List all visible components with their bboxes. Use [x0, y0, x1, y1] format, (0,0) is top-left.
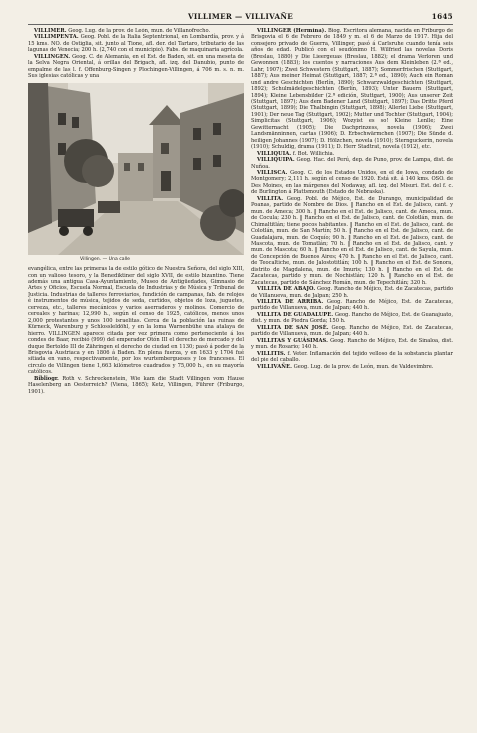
entry-villita-de-abajo: VILLITA DE ABAJO. Geog. Rancho de Méjico, Est. de Zacatecas, partido de Villanueva, mun. de Jalpan; 250 h. [251, 286, 453, 299]
street-photo-illustration [28, 83, 244, 255]
left-column [28, 28, 244, 717]
figure-caption: Villingen. — Una calle [80, 256, 130, 262]
running-header [28, 12, 453, 24]
entry-villita: VILLITA. Geog. Pobl. de Méjico, Est. de Durango, municipalidad de Poanas, partido de Nombre de Dios. ‖ Rancho en el Est. de Jalisco, cant. y mun. de Ameca; 300 h. ‖ Rancho en el Est. de Jalisco, cant. de Ameca, mun. de Cocula; 230 h. ‖ Rancho en el Est. de Jalisco, cant. de Colotlán, mun. de Chimaltitlán; tiene pocos habitantes. ‖ Rancho en el Est. de Jalisco, cant. de Colotlán, mun. de San Martín; 50 h. ‖ Rancho en el Est. de Jalisco, cant. de Guadalajara, mun. de Coquío; 90 h. ‖ Rancho en el Est. de Jalisco, cant. de Mascota, mun. de Tomatlán; 70 h. ‖ Rancho en el Est. de Jalisco, cant. y mun. de Mascota; 60 h. ‖ Rancho en el Est. de Jalisco, cant. de Sayula, mun. de Concepción de Buenos Aires; 470 h. ‖ Rancho en el Est. de Jalisco, cant. de Teocaltiche, mun. de Jalostotitlán; 100 h. ‖ Rancho en el Est. de Sonora, distrito de Magdalena, mun. de Imuris; 130 h. ‖ Rancho en el Est. de Zacatecas, partido y mun. de Nochistlán; 120 h. ‖ Rancho en el Est. de Zacatecas, partido de Sánchez Román, mun. de Tepechitlán; 320 h. [251, 195, 453, 286]
running-title: VILLIMER — VILLIVAÑE [187, 12, 294, 21]
entry-villita-de-guadalupe: VILLITA DE GUADALUPE. Geog. Rancho de Méjico, Est. de Guanajuato, dist. y mun. de Piedra Gorda; 150 h. [251, 311, 453, 325]
entry-villisca: VILLISCA. Geog. C. de los Estados Unidos, en el de Iowa, condado de Montgomery; 2,111 h. según el censo de 1920. Está sit. á 140 kms. OSO. de Des Moines, en las márgenes del Nodaway, afl. izq. del Misuri. Est. del f. c. de Burlington á Plattsmouth (Estado de Nebraska). [251, 169, 453, 196]
villingen-continued: evangélica, entre las primeras la de estilo gótico de Nuestra Señora, del siglo XIII, con un valioso tesoro, y la Benediktiner del siglo XVII, de estilo bizantino. Tiene además una antigua Casa-Ayuntamiento, Museo de Antigüedades, Gimnasio de Artes y Oficios, Escuela Normal, Escuela de Industrias y de Música y Tribunal de Justicia. Industrias de talleres ferroviarios, fundición de campanas, fab. de relojes é instrumentos de música, tejidos de seda, curtidos, objetos de loza, juguetes, cerveza, etc., talleres mecánicos y varios aserraderos y molinos. Comercio de cereales y harinas; 12,990 h., según el censo de 1925, católicos, menos unos 2,000 protestantes y unos 100 israelitas. Cerca de la población las ruinas de Kürneck, Warenburg y Schlossleldöhl, y en la loma Warnenbühe una atalaya de hierro. VILLINGEN aparece citada por vez primera como perteneciente á los condes de Baar, recibió (999) del emperador Otón III el derecho de mercado y del duque Bertoldo III de Zähringen el derecho de ciudad en 1130; pasó á poder de la Brisgovia Austriaca y en 1806 á Baden. En plena fuerza, y en 1633 y 1704 fué sitiada en vano, respectivamente, por los wurtembergueses y los franceses. El circulo de Villingen tiene 1,663 kilómetros cuadrados y 75,000 h., en su mayoría católicos. [28, 266, 244, 376]
right-column [251, 28, 453, 717]
bibliography: Bibliogr. Roth v. Schreckenstein, Wie kam die Stadt Villingen vom Hause Haselenberg an Oesterreich? (Viena, 1865); Ketz, Villingen, Führer (Friburgo, 1901). [28, 375, 244, 395]
entry-villingen: VILLINGEN. Geog. C. de Alemania, en el Est. de Baden, sit. en una meseta de la Selva Negra Oriental, á orillas del Brigach, afl. izq. del Danubio, punto de empalme de las l. f. Offenburg-Singen y Plochingen-Villingen, á 706 m. s. n. m. Sus iglesias católicas y una [28, 53, 244, 80]
entry-villimpenta: VILLIMPENTA. Geog. Pobl. de la Italia Septentrional, en Lombardía, prov. y á 15 kms. NO. de Ostiglia, sit. junto al Tione, afl. der. del Tartaro, tributario de las lagunas de Venecia; 200 h. (2,740 con el municipio). Fabs. de maquinaria agrícola. [28, 34, 244, 54]
entry-villitis: VILLITIS. f. Veter. Inflamación del tejido velloso de la sobstancia plantar del pie del caballo. [251, 350, 453, 364]
entry-villivane: VILLIVAÑE. Geog. Lug. de la prov. de León, mun. de Valdevimbre. [257, 363, 434, 370]
page-number: 1645 [431, 12, 453, 21]
header-rule [28, 24, 453, 25]
entry-villitas-y-guasimas: VILLITAS Y GUÁSIMAS. Geog. Rancho de Méjico, Est. de Sinaloa, dist. y mun. de Rosario; 140 h. [251, 337, 453, 351]
entry-villita-de-arriba: VILLITA DE ARRIBA. Geog. Rancho de Méjico, Est. de Zacatecas, partido de Villanueva, mun. de Jalpan; 440 h. [251, 299, 453, 312]
entry-villimer: VILLIMER. Geog. Lug. de la prov. de León, mun. de Villanofrecho. [34, 28, 211, 34]
street-photo [28, 83, 244, 255]
entry-villinger: VILLINGER (Hermina). Biog. Escritora alemana, nacida en Friburgo de Brisgovia el 6 de Febrero de 1849 y m. el 6 de Marzo de 1917. Hija del consejero privado de Guerra, Villinger, pasó á Carlsruhe cuando tenía seis años de edad. Publicó con el seudónimo H. Wilfried las novelas Doris (Breslau, 1880) y Die Lieergeuas (Breslau, 1882); el drama Verloren und Gewonnen (1883); los cuentos y narraciones Aus dem Kleinleben (2.ª ed., Lahr, 1907); Zwei Schwestern (Stuttgart, 1887); Sommerfrischen (Stuttgart, 1887); Aus meiner Heimat (Stuttgart, 1887; 2.ª ed., 1890); Auch ein Roman und andre Geschichten (Berlín, 1890); Schwarzwaldgeschichten (Stuttgart, 1892); Schulmädelgeschichten (Berlín, 1893); Unter Bauern (Stuttgart, 1894); Kleine Lebensbilder (2.ª edición, Stuttgart, 1900); Aus unserer Zeit (Stuttgart, 1897); Aus dem Badener Land (Stuttgart, 1897); Das Dritte Pferd (Stuttgart, 1899); Die Thalbingin (Stuttgart, 1898); Allerlei Liebe (Stuttgart, 1901); Der neue Tag (Stuttgart, 1902); Mutter und Tochter (Stuttgart, 1904); Simplicitas (Stuttgart, 1906); Wozyist es so! Kleine Lenlle; Eine Gewitternacht (1905); Die Dachprinzess, novela (1906); Zwei Landsmänninnen, cartas (1906); D. Erbschwärmchen (1907); Die Sünde d. heiligen Johannes (1907); D. Hölzchen, novela (1910); Sternguckerin, novela (1910); Schuldig, drama (1911); D. Herr Stadtrat, novela (1912), etc. [251, 28, 453, 151]
entry-villita-de-san-jose: VILLITA DE SAN JOSÉ. Geog. Rancho de Méjico, Est. de Zacatecas, partido de Villanueva, mun. de Jalpan; 440 h. [251, 324, 453, 338]
entry-villiquipa: VILLIQUIPA. Geog. Hac. del Perú, dep. de Puno, prov. de Lampa, dist. de Nuñoa. [251, 157, 453, 170]
entry-villiquia: VILLIQUIA. f. Bot. Willichia. [257, 150, 335, 157]
